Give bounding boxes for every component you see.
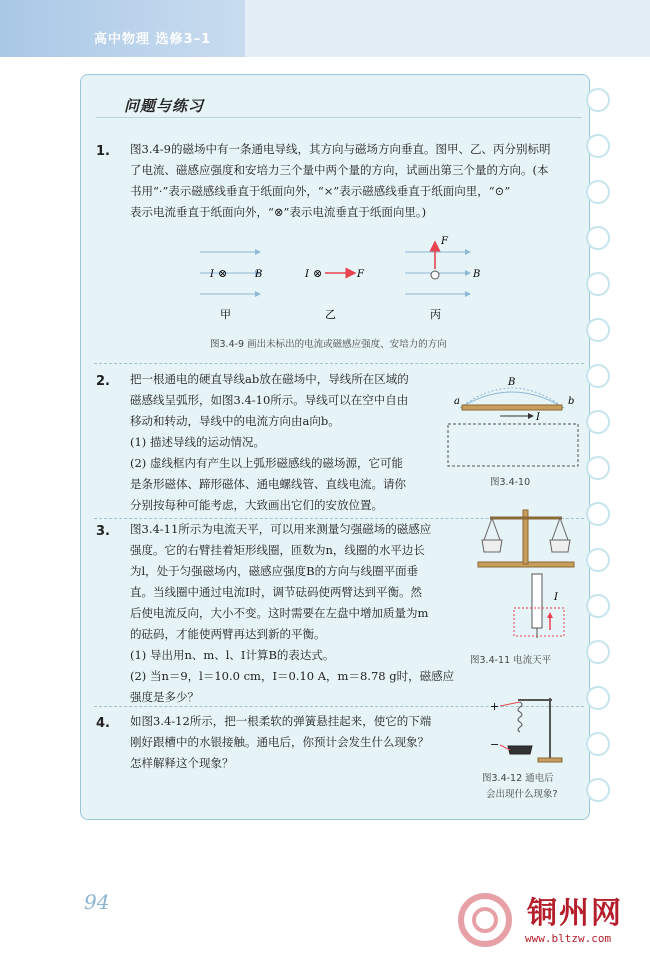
question-line: 是条形磁体、蹄形磁体、通电螺线管、直线电流。请你 [130, 477, 406, 491]
label-a: a [454, 396, 460, 407]
mercury-trough [508, 746, 532, 754]
question-line: 强度。它的右臂挂着矩形线圈，匝数为n，线圈的水平边长 [130, 543, 425, 557]
binder-ring [586, 686, 610, 710]
binder-ring [586, 318, 610, 342]
stand-base [538, 758, 562, 762]
label-jia: 甲 [220, 308, 231, 321]
label-B: B [508, 377, 516, 388]
left-pan [482, 540, 502, 552]
question-line: 后使电流反向，大小不变。这时需要在左盘中增加质量为m [130, 606, 429, 620]
binder-ring [586, 410, 610, 434]
watermark-name: 铜州网 [527, 896, 623, 931]
figure-caption: 图3.4-10 [490, 477, 531, 488]
question-3-text [130, 519, 460, 708]
question-2-text [130, 369, 430, 516]
wire-ab [462, 405, 562, 410]
binder-ring [586, 456, 610, 480]
binder-ring [586, 640, 610, 664]
label-bing: 丙 [430, 308, 441, 321]
question-line: 如图3.4-12所示，把一根柔软的弹簧悬挂起来，使它的下端 [130, 714, 432, 728]
question-line: 书用“·”表示磁感线垂直于纸面向外，“×”表示磁感线垂直于纸面向里，“⊙” [130, 184, 511, 198]
label-F: F [441, 236, 448, 247]
current-into-page-icon: ⊗ [218, 267, 228, 280]
label-b: b [568, 396, 575, 407]
binder-ring [586, 732, 610, 756]
question-line: (1) 描述导线的运动情况。 [130, 435, 265, 449]
right-pan [550, 540, 570, 552]
binder-ring [586, 272, 610, 296]
section-title: 问题与练习 [124, 97, 205, 115]
question-line: 移动和转动，导线中的电流方向由a向b。 [130, 414, 340, 428]
lead-wire [500, 702, 520, 706]
figure-caption: 会出现什么现象? [486, 789, 558, 800]
label-I: I [210, 269, 214, 280]
question-line: 的砝码，才能使两臂再达到新的平衡。 [130, 627, 326, 641]
question-line: 为l，处于匀强磁场内，磁感应强度B的方向与线圈平面垂 [130, 564, 419, 578]
minus-terminal: − [490, 738, 500, 751]
question-number: 2. [96, 374, 110, 389]
figure-caption: 图3.4-11 电流天平 [470, 655, 552, 666]
question-number: 3. [96, 524, 110, 539]
label-I: I [536, 412, 540, 423]
figure-3-4-10 [440, 372, 585, 472]
figure-caption: 图3.4-9 画出未标出的电流或磁感应强度、安培力的方向 [210, 339, 447, 350]
question-line: 怎样解释这个现象？ [130, 756, 234, 770]
label-F: F [357, 269, 364, 280]
label-I: I [305, 269, 309, 280]
current-into-page-icon: ⊗ [313, 267, 323, 280]
watermark-url: www.bltzw.com [525, 932, 612, 945]
panel-jia [200, 252, 263, 294]
question-line: 强度是多少？ [130, 690, 199, 704]
figure-3-4-11 [470, 500, 580, 645]
section-rule [96, 117, 582, 118]
question-line: 了电流、磁感应强度和安培力三个量中两个量的方向，试画出第三个量的方向。(本 [130, 163, 549, 177]
binder-ring [586, 548, 610, 572]
binder-ring [586, 778, 610, 802]
question-line: 图3.4-11所示为电流天平，可以用来测量匀强磁场的磁感应 [130, 522, 432, 536]
page-number: 94 [84, 890, 110, 914]
binder-ring [586, 134, 610, 158]
binder-ring [586, 180, 610, 204]
question-line: 磁感线呈弧形，如图3.4-10所示。导线可以在空中自由 [130, 393, 409, 407]
question-divider [94, 363, 584, 364]
plus-terminal: + [490, 700, 500, 713]
label-B: B [473, 269, 481, 280]
figure-caption: 图3.4-12 通电后 [482, 773, 554, 784]
question-line: 把一根通电的硬直导线ab放在磁场中，导线所在区域的 [130, 372, 409, 386]
label-yi: 乙 [325, 308, 336, 321]
coil-hanger [532, 574, 542, 628]
binder-ring [586, 594, 610, 618]
watermark-logo-icon [455, 892, 515, 948]
question-number: 4. [96, 716, 110, 731]
binder-ring [586, 88, 610, 112]
watermark [455, 880, 650, 960]
question-4-text [130, 711, 460, 774]
spring [518, 702, 522, 732]
binder-rings [586, 88, 614, 808]
question-line: 直。当线圈中通过电流I时，调节砝码使两臂达到平衡。然 [130, 585, 423, 599]
book-title: 高中物理 选修3–1 [94, 32, 212, 47]
current-circle-icon [431, 271, 439, 279]
question-line: 表示电流垂直于纸面向外，“⊗”表示电流垂直于纸面向里。) [130, 205, 427, 219]
question-line: 分别按每种可能考虑，大致画出它们的安放位置。 [130, 498, 383, 512]
question-line: (2) 当n＝9，l＝10.0 cm，I＝0.10 A，m＝8.78 g时，磁感应 [130, 669, 455, 683]
figure-3-4-12 [478, 690, 578, 768]
current-arrowhead [528, 413, 534, 419]
question-line: 图3.4-9的磁场中有一条通电导线，其方向与磁场方向垂直。图甲、乙、丙分别标明 [130, 142, 551, 156]
question-line: 刚好跟槽中的水银接触。通电后，你预计会发生什么现象？ [130, 735, 429, 749]
label-I: I [554, 592, 558, 603]
label-B: B [255, 269, 263, 280]
binder-ring [586, 502, 610, 526]
question-1-text [130, 139, 582, 223]
question-line: (1) 导出用n、m、l、I计算B的表达式。 [130, 648, 335, 662]
binder-ring [586, 226, 610, 250]
question-number: 1. [96, 144, 110, 159]
binder-ring [586, 364, 610, 388]
figure-3-4-9 [190, 232, 510, 322]
question-line: (2) 虚线框内有产生以上弧形磁感线的磁场源，它可能 [130, 456, 403, 470]
dashed-source-box [448, 424, 578, 466]
